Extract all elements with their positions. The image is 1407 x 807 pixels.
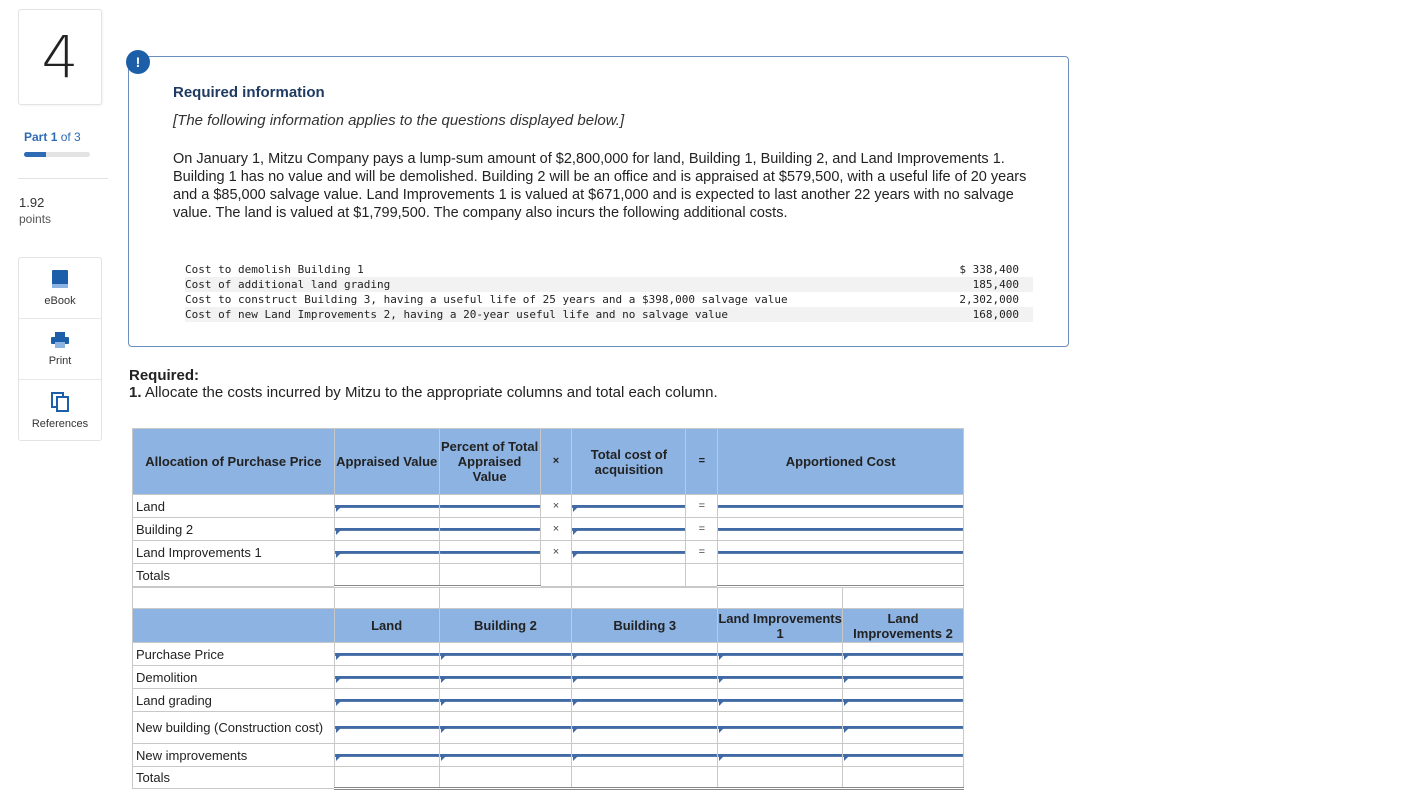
land-cell bbox=[334, 689, 439, 712]
building2-cell bbox=[439, 643, 572, 666]
li2-input[interactable] bbox=[843, 653, 963, 656]
required-section bbox=[129, 367, 718, 401]
part-indicator bbox=[24, 130, 81, 144]
li1-cell bbox=[718, 689, 843, 712]
li1-cell bbox=[718, 666, 843, 689]
part-of: of 3 bbox=[60, 130, 81, 144]
spacer-cell bbox=[334, 588, 439, 609]
li2-input[interactable] bbox=[843, 726, 963, 729]
allocation-header-row bbox=[133, 429, 964, 495]
building2-cell bbox=[439, 712, 572, 744]
li2-input[interactable] bbox=[843, 676, 963, 679]
references-button[interactable] bbox=[19, 380, 101, 441]
points-label: points bbox=[19, 212, 52, 226]
allocation-row-land-improvements-1 bbox=[133, 541, 964, 564]
equals-sign: = bbox=[686, 541, 718, 564]
building3-cell bbox=[572, 712, 718, 744]
percent-input[interactable] bbox=[440, 551, 540, 554]
building3-input[interactable] bbox=[572, 726, 717, 729]
ebook-label: eBook bbox=[44, 295, 76, 307]
part-label: Part bbox=[24, 130, 48, 144]
col-land: Land bbox=[334, 609, 439, 643]
points-value: 1.92 bbox=[19, 195, 45, 210]
li1-cell bbox=[718, 643, 843, 666]
total-cost-input[interactable] bbox=[572, 551, 685, 554]
times-sign: × bbox=[540, 518, 572, 541]
building3-cell bbox=[572, 666, 718, 689]
row-label: Land grading bbox=[133, 689, 335, 712]
land-cell bbox=[334, 744, 439, 767]
spacer-cell bbox=[718, 588, 843, 609]
building3-cell bbox=[572, 744, 718, 767]
appraised-total-cell bbox=[334, 564, 439, 587]
land-cell bbox=[334, 643, 439, 666]
cost-amount: 168,000 bbox=[972, 308, 1019, 321]
cost-row-new-improvements bbox=[133, 744, 964, 767]
col-total-cost: Total cost of acquisition bbox=[572, 429, 686, 495]
li1-cell bbox=[718, 744, 843, 767]
building3-cell bbox=[572, 689, 718, 712]
land-input[interactable] bbox=[335, 676, 439, 679]
alert-badge-icon: ! bbox=[126, 50, 150, 74]
spacer-cell bbox=[133, 588, 335, 609]
info-paragraph: On January 1, Mitzu Company pays a lump-sum amount of $2,800,000 for land, Building 1, Building 2, and Land Improvements 1. Building 1 has no value and will be demolished. Building 2 will be an office and is appraised at $579,500, with a useful life of 20 years and a $85,000 salvage value. Land Improvements 1 is valued at $671,000 and is expected to last another 22 years with no salvage value. The land is valued at $1,799,500. The company also incurs the following additional costs. bbox=[173, 151, 1027, 221]
col-percent: Percent of Total Appraised Value bbox=[439, 429, 540, 495]
cost-row-new-building bbox=[133, 712, 964, 744]
apportioned-input[interactable] bbox=[718, 528, 963, 531]
cost-amount: $ 338,400 bbox=[959, 263, 1019, 276]
cost-row-land-grading bbox=[133, 689, 964, 712]
blank-cell bbox=[686, 564, 718, 587]
row-label: Land Improvements 1 bbox=[133, 541, 335, 564]
building2-cell bbox=[439, 744, 572, 767]
blank-cell bbox=[572, 564, 686, 587]
times-sign: × bbox=[540, 541, 572, 564]
percent-cell bbox=[439, 495, 540, 518]
row-label: Totals bbox=[133, 767, 335, 789]
percent-cell bbox=[439, 541, 540, 564]
total-cost-cell bbox=[572, 518, 686, 541]
col-blank bbox=[133, 609, 335, 643]
cost-row-purchase-price bbox=[133, 643, 964, 666]
rail-divider bbox=[18, 178, 108, 179]
required-instruction bbox=[129, 384, 718, 401]
cost-row-totals bbox=[133, 767, 964, 789]
col-building-2: Building 2 bbox=[439, 609, 572, 643]
spacer-row bbox=[133, 588, 964, 609]
appraised-value-cell bbox=[334, 541, 439, 564]
appraised-value-input[interactable] bbox=[335, 551, 439, 554]
building2-input[interactable] bbox=[440, 653, 572, 656]
row-label: Purchase Price bbox=[133, 643, 335, 666]
li1-input[interactable] bbox=[718, 699, 842, 702]
print-label: Print bbox=[48, 355, 72, 367]
li2-cell bbox=[843, 643, 964, 666]
spacer-cell bbox=[572, 588, 718, 609]
li1-input[interactable] bbox=[718, 653, 842, 656]
col-allocation: Allocation of Purchase Price bbox=[133, 429, 335, 495]
land-cell bbox=[334, 712, 439, 744]
equals-sign: = bbox=[686, 495, 718, 518]
apportioned-input[interactable] bbox=[718, 505, 963, 508]
building2-total-cell bbox=[439, 767, 572, 789]
cost-desc: Cost of new Land Improvements 2, having a 20-year useful life and no salvage value bbox=[185, 308, 729, 321]
land-cell bbox=[334, 666, 439, 689]
li1-input[interactable] bbox=[718, 726, 842, 729]
li2-total-cell bbox=[843, 767, 964, 789]
cost-amount: 2,302,000 bbox=[959, 293, 1019, 306]
cost-desc: Cost to demolish Building 1 bbox=[185, 263, 364, 276]
info-note: [The following information applies to the questions displayed below.] bbox=[173, 112, 625, 129]
building2-input[interactable] bbox=[440, 676, 572, 679]
part-current: 1 bbox=[50, 130, 58, 144]
tools-panel bbox=[18, 257, 102, 441]
times-sign: × bbox=[540, 495, 572, 518]
cost-amount: 185,400 bbox=[972, 278, 1019, 291]
allocation-row-land bbox=[133, 495, 964, 518]
cost-header-row bbox=[133, 609, 964, 643]
row-label: Demolition bbox=[133, 666, 335, 689]
col-building-3: Building 3 bbox=[572, 609, 718, 643]
required-information-box bbox=[128, 56, 1069, 347]
info-title: Required information bbox=[173, 84, 325, 101]
book-icon bbox=[51, 269, 69, 289]
li1-input[interactable] bbox=[718, 676, 842, 679]
total-cost-cell bbox=[572, 495, 686, 518]
cost-desc: Cost of additional land grading bbox=[185, 278, 391, 291]
required-text: Allocate the costs incurred by Mitzu to the appropriate columns and total each column. bbox=[144, 384, 718, 401]
apportioned-input[interactable] bbox=[718, 551, 963, 554]
col-land-improvements-2: Land Improvements 2 bbox=[843, 609, 964, 643]
row-label: Building 2 bbox=[133, 518, 335, 541]
col-times: × bbox=[540, 429, 572, 495]
percent-input[interactable] bbox=[440, 528, 540, 531]
row-label: Land bbox=[133, 495, 335, 518]
allocation-row-totals bbox=[133, 564, 964, 587]
row-label: New building (Construction cost) bbox=[133, 712, 335, 744]
li2-input[interactable] bbox=[843, 699, 963, 702]
spacer-cell bbox=[439, 588, 572, 609]
building3-input[interactable] bbox=[572, 653, 717, 656]
li1-cell bbox=[718, 712, 843, 744]
li1-total-cell bbox=[718, 767, 843, 789]
apportioned-cell bbox=[718, 541, 964, 564]
percent-input[interactable] bbox=[440, 505, 540, 508]
ebook-button[interactable] bbox=[19, 258, 101, 319]
appraised-value-input[interactable] bbox=[335, 505, 439, 508]
building3-input[interactable] bbox=[572, 754, 717, 757]
additional-costs-table bbox=[185, 262, 1033, 322]
references-label: References bbox=[31, 417, 89, 430]
part-progress-fill bbox=[24, 152, 46, 157]
equals-sign: = bbox=[686, 518, 718, 541]
cost-row bbox=[185, 277, 1033, 292]
li2-cell bbox=[843, 744, 964, 767]
land-input[interactable] bbox=[335, 726, 439, 729]
cost-desc: Cost to construct Building 3, having a useful life of 25 years and a $398,000 salvage value bbox=[185, 293, 788, 306]
apportioned-cell bbox=[718, 495, 964, 518]
required-heading: Required: bbox=[129, 367, 200, 384]
col-apportioned: Apportioned Cost bbox=[718, 429, 964, 495]
row-label: Totals bbox=[133, 564, 335, 587]
land-input[interactable] bbox=[335, 653, 439, 656]
land-total-cell bbox=[334, 767, 439, 789]
cost-row bbox=[185, 307, 1033, 322]
appraised-value-cell bbox=[334, 518, 439, 541]
appraised-value-input[interactable] bbox=[335, 528, 439, 531]
points-block bbox=[19, 195, 51, 227]
printer-icon bbox=[50, 331, 70, 349]
building3-input[interactable] bbox=[572, 676, 717, 679]
cost-assignment-table bbox=[132, 587, 964, 790]
total-cost-cell bbox=[572, 541, 686, 564]
cost-row bbox=[185, 262, 1033, 277]
building3-cell bbox=[572, 643, 718, 666]
question-number: 4 bbox=[18, 9, 102, 105]
li2-input[interactable] bbox=[843, 754, 963, 757]
allocation-table bbox=[132, 428, 964, 588]
building2-input[interactable] bbox=[440, 726, 572, 729]
cost-row-demolition bbox=[133, 666, 964, 689]
apportioned-total-cell bbox=[718, 564, 964, 587]
col-land-improvements-1: Land Improvements 1 bbox=[718, 610, 842, 641]
percent-total-cell bbox=[439, 564, 540, 587]
apportioned-cell bbox=[718, 518, 964, 541]
building3-input[interactable] bbox=[572, 699, 717, 702]
col-equals: = bbox=[686, 429, 718, 495]
land-input[interactable] bbox=[335, 754, 439, 757]
building2-input[interactable] bbox=[440, 699, 572, 702]
blank-cell bbox=[540, 564, 572, 587]
col-appraised-value: Appraised Value bbox=[334, 429, 439, 495]
total-cost-input[interactable] bbox=[572, 528, 685, 531]
spacer-cell bbox=[843, 588, 964, 609]
li2-cell bbox=[843, 689, 964, 712]
cost-row bbox=[185, 292, 1033, 307]
building2-cell bbox=[439, 666, 572, 689]
allocation-row-building2 bbox=[133, 518, 964, 541]
building3-total-cell bbox=[572, 767, 718, 789]
li1-input[interactable] bbox=[718, 754, 842, 757]
required-number: 1. bbox=[129, 384, 142, 401]
li2-cell bbox=[843, 666, 964, 689]
references-icon bbox=[51, 392, 69, 412]
total-cost-input[interactable] bbox=[572, 505, 685, 508]
print-button[interactable] bbox=[19, 319, 101, 380]
row-label: New improvements bbox=[133, 744, 335, 767]
building2-cell bbox=[439, 689, 572, 712]
li2-cell bbox=[843, 712, 964, 744]
appraised-value-cell bbox=[334, 495, 439, 518]
part-progress-bar bbox=[24, 152, 90, 157]
building2-input[interactable] bbox=[440, 754, 572, 757]
percent-cell bbox=[439, 518, 540, 541]
land-input[interactable] bbox=[335, 699, 439, 702]
